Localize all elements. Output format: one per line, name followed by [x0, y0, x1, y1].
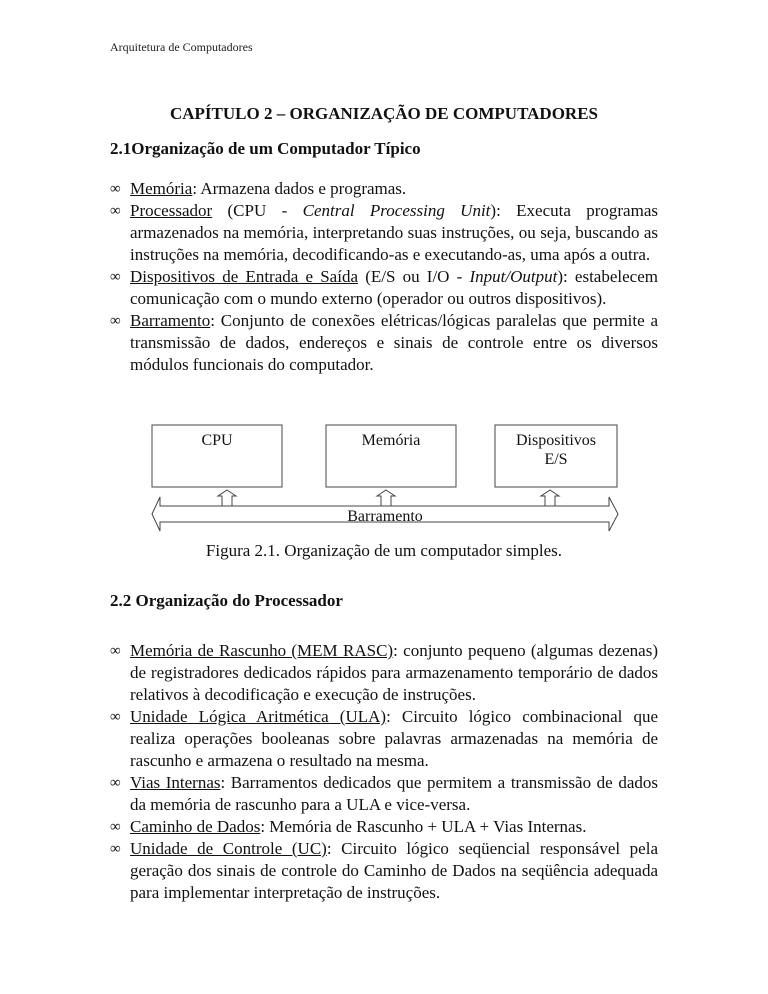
infinity-bullet-icon: ∞ [110, 819, 121, 835]
computer-organization-diagram [150, 424, 620, 532]
section-title-2-1: 2.1Organização de um Computador Típico [110, 139, 421, 158]
definition: : Memória de Rascunho + ULA + Vias Internas. [260, 817, 587, 836]
definition-italic: Input/Output [469, 267, 558, 286]
term: Caminho de Dados [130, 817, 261, 836]
definition-italic: Central Processing Unit [302, 201, 491, 220]
section-2-2-list [110, 640, 658, 904]
definition: ): estabelecem comunicação com o mundo externo (operador ou outros dispositivos). [130, 267, 658, 308]
list-item [110, 310, 658, 376]
list-item [110, 838, 658, 904]
infinity-bullet-icon: ∞ [110, 203, 121, 219]
list-item [110, 816, 658, 838]
memory-label: Memória [361, 432, 421, 449]
list-item [110, 266, 658, 310]
definition: : conjunto pequeno (algumas dezenas) de registradores dedicados rápidos para armazenamento temporário de dados relativos à decodificação e execução de instruções. [130, 641, 658, 704]
infinity-bullet-icon: ∞ [110, 709, 121, 725]
term: Dispositivos de Entrada e Saída [130, 267, 358, 286]
section-title-2-2: 2.2 Organização do Processador [110, 591, 343, 610]
running-header: Arquitetura de Computadores [110, 40, 253, 54]
io-devices-label-line1: Dispositivos [515, 432, 597, 449]
list-item [110, 200, 658, 266]
term: Memória [130, 179, 193, 198]
list-item [110, 706, 658, 772]
definition-prefix: (CPU - [212, 201, 303, 220]
infinity-bullet-icon: ∞ [110, 269, 121, 285]
term: Unidade de Controle (UC) [130, 839, 327, 858]
section-2-1-list [110, 178, 658, 376]
infinity-bullet-icon: ∞ [110, 313, 121, 329]
list-item [110, 772, 658, 816]
figure-caption: Figura 2.1. Organização de um computador simples. [205, 541, 563, 560]
definition: : Barramentos dedicados que permitem a transmissão de dados da memória de rascunho para a ULA e vice-versa. [130, 773, 658, 814]
chapter-title: CAPÍTULO 2 – ORGANIZAÇÃO DE COMPUTADORES [169, 104, 598, 123]
definition: : Armazena dados e programas. [192, 179, 407, 198]
definition: : Circuito lógico seqüencial responsável pela geração dos sinais de controle do Caminho de Dados na seqüência adequada para implementar interpretação de instruções. [130, 839, 658, 902]
infinity-bullet-icon: ∞ [110, 775, 121, 791]
term: Barramento [130, 311, 211, 330]
term: Vias Internas [130, 773, 221, 792]
term: Unidade Lógica Aritmética (ULA) [130, 707, 387, 726]
io-devices-label-line2: E/S [544, 451, 568, 468]
definition: ): Executa programas armazenados na memória, interpretando suas instruções, ou seja, buscando as instruções na memória, decodificando-as e executando-as, uma após a outra. [130, 201, 658, 264]
definition: : Conjunto de conexões elétricas/lógicas paralelas que permite a transmissão de dados, endereços e sinais de controle entre os diversos módulos funcionais do computador. [130, 311, 658, 374]
cpu-label: CPU [201, 432, 233, 449]
list-item [110, 640, 658, 706]
bus-label: Barramento [347, 508, 423, 525]
infinity-bullet-icon: ∞ [110, 841, 121, 857]
definition: : Circuito lógico combinacional que realiza operações booleanas sobre palavras armazenadas na memória de rascunho e armazena o resultado na mesma. [130, 707, 658, 770]
infinity-bullet-icon: ∞ [110, 181, 121, 197]
term: Processador [130, 201, 213, 220]
list-item [110, 178, 658, 200]
infinity-bullet-icon: ∞ [110, 643, 121, 659]
term: Memória de Rascunho (MEM RASC) [130, 641, 394, 660]
definition-prefix: (E/S ou I/O - [358, 267, 470, 286]
